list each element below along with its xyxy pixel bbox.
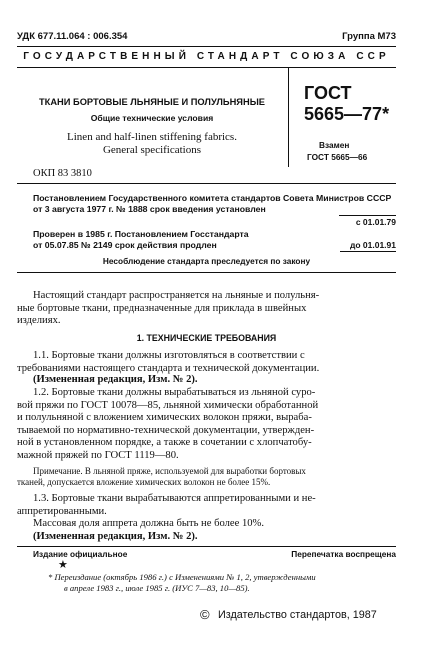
title-en-2: General specifications — [102, 144, 202, 156]
decree-line-2: от 3 августа 1977 г. № 1888 срок введения установлен — [33, 204, 266, 214]
intro-paragraph: Настоящий стандарт распространяется на льняные и полульня- ные бортовые ткани, предназначенные для приклада в швейных изделиях. — [17, 290, 320, 327]
paragraph-1-2: 1.2. Бортовые ткани должны вырабатываться из льняной суро- вой пряжи по ГОСТ 10078—85, льняной химически обработанной и полульняной с вложением химических волокон пряжи, выраба- тываемой по нормативно-технической документации, утвержден- ной в установленном порядке, а также в сочетании с хлопчатобу- мажной пряжей по ГОСТ 1119—80. — [17, 387, 319, 461]
header-rule — [17, 46, 396, 47]
decree-rule — [17, 272, 396, 273]
title-en-1: Linen and half-linen stiffening fabrics. — [67, 131, 237, 143]
title-block — [17, 67, 287, 167]
reissue-note-2: в апреле 1983 г., июле 1985 г. (ИУС 7—83, 10—85). — [64, 583, 250, 593]
paragraph-1-1: 1.1. Бортовые ткани должны изготовляться в соответствии с требованиями настоящего стандарта и технической документации. — [17, 350, 320, 374]
extended-date: до 01.01.91 — [349, 240, 396, 250]
gost-number: 5665—77* — [304, 104, 390, 124]
section-1-title: 1. ТЕХНИЧЕСКИЕ ТРЕБОВАНИЯ — [136, 333, 277, 343]
reprint-prohibited: Перепечатка воспрещена — [291, 549, 396, 559]
title-ru: ТКАНИ БОРТОВЫЕ ЛЬНЯНЫЕ И ПОЛУЛЬНЯНЫЕ — [38, 97, 266, 107]
replaces-value: ГОСТ 5665—66 — [307, 152, 368, 162]
paragraph-1-3: 1.3. Бортовые ткани вырабатываются аппретированными и не- аппретированными. Массовая доля аппрета должна быть не более 10%. — [17, 493, 316, 530]
legal-warning: Несоблюдение стандарта преследуется по закону — [102, 256, 311, 266]
reissue-note-1: * Переиздание (октябрь 1986 г.) с Изменениями № 1, 2, утвержденными — [48, 572, 316, 582]
decree-line-4: от 05.07.85 № 2149 срок действия продлен — [33, 240, 217, 250]
decree-line-3: Проверен в 1985 г. Постановлением Госстандарта — [33, 229, 249, 239]
date1-rule — [339, 215, 396, 216]
replaces-label: Взамен — [319, 140, 350, 150]
edit-note-1-1: (Измененная редакция, Изм. № 2). — [33, 374, 198, 385]
gost-label: ГОСТ — [304, 83, 352, 103]
star-icon: ★ — [58, 559, 68, 571]
edit-note-1-3: (Измененная редакция, Изм. № 2). — [33, 531, 198, 542]
okp-rule — [17, 183, 396, 184]
okp-code: ОКП 83 3810 — [33, 168, 92, 179]
note-paragraph: Примечание. В льняной пряже, используемой для выработки бортовых тканей, допускается вложение химических волокон не более 15%. — [17, 466, 306, 487]
official-edition: Издание официальное — [33, 549, 128, 559]
title-divider — [288, 67, 289, 167]
decree-line-1: Постановлением Государственного комитета стандартов Совета Министров СССР — [33, 193, 392, 203]
standard-banner: ГОСУДАРСТВЕННЫЙ СТАНДАРТ СОЮЗА ССР — [23, 51, 390, 62]
copyright-text: Издательство стандартов, 1987 — [218, 609, 377, 621]
subtitle-ru: Общие технические условия — [90, 113, 214, 123]
copyright-icon: © — [200, 607, 210, 622]
footer-rule — [17, 546, 396, 547]
group-code: Группа М73 — [342, 31, 396, 42]
date2-rule — [340, 251, 396, 252]
udk-code: УДК 677.11.064 : 006.354 — [17, 31, 128, 42]
effective-date: с 01.01.79 — [355, 217, 396, 227]
